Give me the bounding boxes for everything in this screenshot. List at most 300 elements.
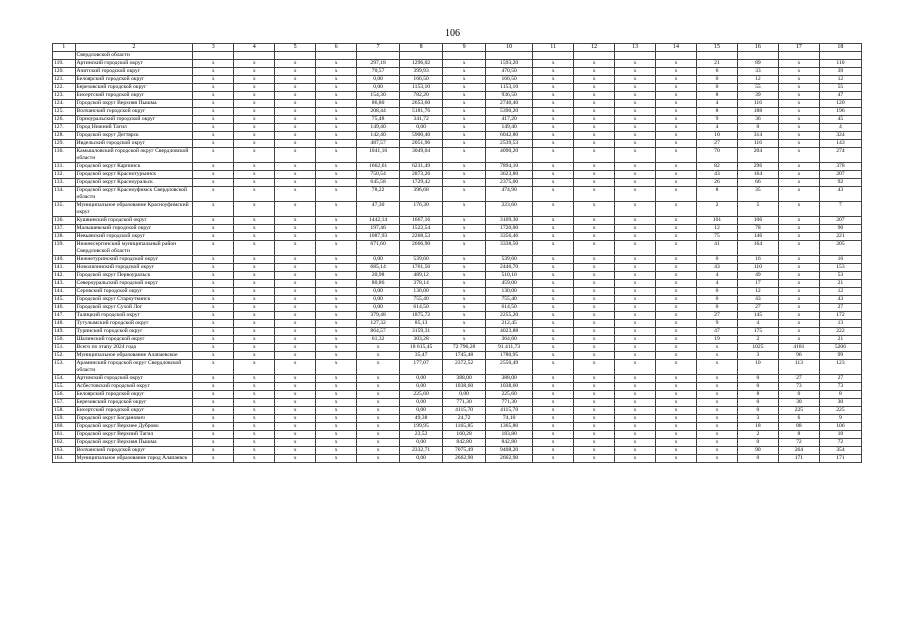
value-cell: x (275, 407, 316, 415)
row-number-cell: 147. (53, 312, 76, 320)
value-cell: x (656, 124, 697, 132)
value-cell: 0,00 (400, 383, 443, 391)
value-cell: x (615, 76, 656, 84)
municipality-name-cell: Городской округ Верхний Тагил (75, 431, 193, 439)
value-cell: x (275, 148, 316, 163)
value-cell: x (656, 84, 697, 92)
value-cell: 204 (737, 148, 778, 163)
row-number-cell: 149. (53, 328, 76, 336)
value-cell: x (234, 148, 275, 163)
value-cell: x (193, 336, 234, 344)
value-cell: 16 (819, 256, 861, 264)
value-cell: 417,20 (486, 116, 533, 124)
value-cell: x (615, 233, 656, 241)
value-cell: x (533, 407, 574, 415)
value-cell: x (316, 264, 357, 272)
value-cell: 91 411,73 (486, 344, 533, 352)
value-cell: x (275, 360, 316, 375)
value-cell: 487,57 (357, 140, 400, 148)
value-cell: x (275, 225, 316, 233)
value-cell: x (656, 68, 697, 76)
value-cell: x (234, 225, 275, 233)
value-cell: x (443, 187, 486, 202)
table-header-row (53, 44, 862, 52)
value-cell (316, 52, 357, 60)
value-cell: x (234, 280, 275, 288)
value-cell: 12 (819, 288, 861, 296)
value-cell: 842,80 (486, 439, 533, 447)
municipality-name-cell: Камышловский городской округ Свердловской области (75, 148, 193, 163)
value-cell: 149,40 (486, 124, 533, 132)
value-cell: x (656, 132, 697, 140)
value-cell: 43 (819, 187, 861, 202)
value-cell: x (656, 399, 697, 407)
table-row (53, 375, 862, 383)
value-cell: 9408,20 (486, 447, 533, 455)
value-cell: x (697, 407, 738, 415)
value-cell: x (574, 202, 615, 217)
row-number-cell: 157. (53, 399, 76, 407)
value-cell: x (533, 60, 574, 68)
value-cell: 72 (778, 439, 819, 447)
value-cell: x (615, 148, 656, 163)
value-cell: 303,28 (400, 336, 443, 344)
header-cell: 2 (75, 44, 193, 52)
row-number-cell: 133. (53, 179, 76, 187)
value-cell: 0 (737, 455, 778, 463)
value-cell: 314 (737, 132, 778, 140)
value-cell: 324 (819, 132, 861, 140)
value-cell: 106 (819, 423, 861, 431)
value-cell: 8 (737, 391, 778, 399)
municipality-name-cell: Муниципальное образование Красноуфимский округ (75, 202, 193, 217)
value-cell (486, 52, 533, 60)
value-cell: x (193, 415, 234, 423)
value-cell: x (234, 84, 275, 92)
table-row (53, 304, 862, 312)
value-cell: 21 (819, 336, 861, 344)
value-cell: 142,40 (357, 132, 400, 140)
value-cell: 12 (737, 76, 778, 84)
value-cell: x (234, 233, 275, 241)
value-cell: 8 (819, 391, 861, 399)
value-cell: x (316, 336, 357, 344)
municipality-name-cell: Городской округ Краснотурьинск (75, 171, 193, 179)
header-cell: 9 (443, 44, 486, 52)
value-cell: 0 (737, 399, 778, 407)
value-cell: 116 (737, 100, 778, 108)
value-cell: x (778, 68, 819, 76)
row-number-cell: 122. (53, 84, 76, 92)
value-cell: x (234, 140, 275, 148)
value-cell: x (193, 375, 234, 383)
value-cell: x (574, 336, 615, 344)
value-cell: x (656, 187, 697, 202)
value-cell: x (443, 264, 486, 272)
value-cell: 2051,96 (400, 140, 443, 148)
value-cell: x (574, 399, 615, 407)
value-cell: 459,00 (486, 280, 533, 288)
value-cell: 2375,00 (486, 179, 533, 187)
value-cell: x (275, 304, 316, 312)
value-cell: 2255,20 (486, 312, 533, 320)
value-cell: x (533, 431, 574, 439)
value-cell: x (615, 360, 656, 375)
value-cell: x (316, 383, 357, 391)
value-cell: x (615, 383, 656, 391)
value-cell: 0 (697, 256, 738, 264)
value-cell (533, 52, 574, 60)
value-cell: x (656, 455, 697, 463)
value-cell: 1522,54 (400, 225, 443, 233)
value-cell: 0 (737, 407, 778, 415)
value-cell: x (275, 375, 316, 383)
row-number-cell: 131. (53, 163, 76, 171)
value-cell: 78 (737, 225, 778, 233)
value-cell: 39 (737, 92, 778, 100)
value-cell (275, 52, 316, 60)
value-cell: x (574, 76, 615, 84)
value-cell: x (234, 100, 275, 108)
value-cell: x (443, 140, 486, 148)
value-cell: 0 (697, 76, 738, 84)
value-cell: x (275, 383, 316, 391)
municipality-name-cell: Бисертский городской округ (75, 92, 193, 100)
value-cell: 164 (737, 171, 778, 179)
value-cell: 2268,53 (400, 233, 443, 241)
value-cell: x (574, 360, 615, 375)
value-cell: 55 (819, 84, 861, 92)
value-cell: x (193, 383, 234, 391)
table-row (53, 187, 862, 202)
value-cell: 3049,04 (400, 148, 443, 163)
value-cell: x (656, 264, 697, 272)
value-cell: 43 (697, 171, 738, 179)
value-cell: x (443, 84, 486, 92)
value-cell: 47 (819, 92, 861, 100)
value-cell: 82 (697, 163, 738, 171)
row-number-cell: 137. (53, 225, 76, 233)
municipality-name-cell: Волчанский городской округ (75, 447, 193, 455)
value-cell: x (533, 108, 574, 116)
row-number-cell: 160. (53, 423, 76, 431)
row-number-cell: 151. (53, 344, 76, 352)
value-cell: x (193, 312, 234, 320)
value-cell: 0 (697, 288, 738, 296)
value-cell: 5206 (819, 344, 861, 352)
value-cell: x (533, 132, 574, 140)
value-cell: x (443, 217, 486, 225)
value-cell: x (697, 375, 738, 383)
value-cell: x (615, 84, 656, 92)
value-cell: 0,00 (400, 455, 443, 463)
value-cell: 12 (737, 288, 778, 296)
value-cell: x (778, 116, 819, 124)
value-cell: 27 (697, 140, 738, 148)
municipality-name-cell: Город Нижний Тагил (75, 124, 193, 132)
value-cell: 43 (697, 264, 738, 272)
value-cell: x (443, 256, 486, 264)
value-cell: 750,54 (357, 171, 400, 179)
value-cell: x (656, 148, 697, 163)
value-cell: x (615, 256, 656, 264)
value-cell: x (234, 312, 275, 320)
value-cell: x (193, 132, 234, 140)
value-cell: x (656, 415, 697, 423)
value-cell: 154,30 (357, 92, 400, 100)
value-cell: 205 (819, 241, 861, 256)
value-cell: 864,57 (357, 328, 400, 336)
header-cell: 17 (778, 44, 819, 52)
value-cell: x (615, 423, 656, 431)
value-cell: 89 (737, 60, 778, 68)
value-cell: x (316, 415, 357, 423)
value-cell: x (533, 312, 574, 320)
value-cell: 4181 (778, 344, 819, 352)
value-cell: x (533, 455, 574, 463)
value-cell: x (533, 336, 574, 344)
value-cell: x (234, 76, 275, 84)
value-cell: x (533, 171, 574, 179)
value-cell: x (615, 447, 656, 455)
value-cell: x (234, 60, 275, 68)
value-cell: x (615, 304, 656, 312)
value-cell: 66 (737, 179, 778, 187)
value-cell: x (697, 360, 738, 375)
header-cell: 14 (656, 44, 697, 52)
value-cell: 4 (737, 320, 778, 328)
value-cell: x (193, 217, 234, 225)
value-cell: 166,50 (486, 76, 533, 84)
value-cell (737, 52, 778, 60)
value-cell: x (234, 124, 275, 132)
table-row (53, 92, 862, 100)
value-cell: x (778, 163, 819, 171)
value-cell: x (656, 179, 697, 187)
value-cell: x (574, 304, 615, 312)
value-cell: x (275, 312, 316, 320)
value-cell: x (316, 84, 357, 92)
value-cell: x (574, 163, 615, 171)
value-cell: 755,40 (400, 296, 443, 304)
row-number-cell: 134. (53, 187, 76, 202)
row-number-cell: 146. (53, 304, 76, 312)
row-number-cell: 143. (53, 280, 76, 288)
value-cell: x (443, 132, 486, 140)
value-cell: 1165,85 (443, 423, 486, 431)
value-cell: x (574, 272, 615, 280)
page-number: 106 (445, 28, 460, 39)
value-cell: 0,00 (400, 399, 443, 407)
value-cell: x (316, 92, 357, 100)
municipality-name-cell: Городской округ Дегтярск (75, 132, 193, 140)
table-row (53, 431, 862, 439)
value-cell: 197,46 (357, 225, 400, 233)
value-cell: x (656, 225, 697, 233)
municipality-name-cell: Березовский городской округ (75, 84, 193, 92)
value-cell: x (316, 328, 357, 336)
row-number-cell: 148. (53, 320, 76, 328)
value-cell: 18 615,45 (400, 344, 443, 352)
header-cell: 18 (819, 44, 861, 52)
value-cell: x (615, 415, 656, 423)
value-cell: x (316, 140, 357, 148)
row-number-cell: 162. (53, 439, 76, 447)
value-cell: 33 (737, 68, 778, 76)
value-cell: x (234, 217, 275, 225)
value-cell: 378 (819, 163, 861, 171)
row-number-cell: 123. (53, 92, 76, 100)
value-cell: x (443, 163, 486, 171)
value-cell: x (615, 439, 656, 447)
value-cell: x (574, 171, 615, 179)
value-cell: x (656, 296, 697, 304)
value-cell: x (533, 179, 574, 187)
value-cell: x (234, 383, 275, 391)
value-cell: x (533, 217, 574, 225)
municipality-name-cell: Асбестовский городской округ (75, 383, 193, 391)
value-cell: 225 (778, 407, 819, 415)
value-cell: x (533, 344, 574, 352)
header-cell: 16 (737, 44, 778, 52)
value-cell: x (615, 272, 656, 280)
row-number-cell: 164. (53, 455, 76, 463)
value-cell: 45 (819, 116, 861, 124)
value-cell: 127,32 (357, 320, 400, 328)
value-cell: x (574, 60, 615, 68)
value-cell: x (234, 256, 275, 264)
value-cell: 9 (697, 116, 738, 124)
value-cell: x (316, 312, 357, 320)
value-cell: x (234, 296, 275, 304)
value-cell: x (656, 163, 697, 171)
value-cell: 0,00 (400, 124, 443, 132)
value-cell: 88 (778, 423, 819, 431)
value-cell: 10 (697, 132, 738, 140)
value-cell: x (275, 202, 316, 217)
row-number-cell: 156. (53, 391, 76, 399)
value-cell: 842,80 (443, 439, 486, 447)
value-cell: x (193, 108, 234, 116)
value-cell: x (533, 375, 574, 383)
value-cell: x (656, 272, 697, 280)
table-row (53, 280, 862, 288)
value-cell: x (316, 68, 357, 76)
value-cell: 4115,70 (443, 407, 486, 415)
value-cell: x (697, 431, 738, 439)
value-cell: x (275, 423, 316, 431)
value-cell: x (574, 328, 615, 336)
value-cell: x (533, 383, 574, 391)
municipality-name-cell: Серовский городской округ (75, 288, 193, 296)
value-cell: x (574, 116, 615, 124)
value-cell: x (615, 336, 656, 344)
table-row (53, 241, 862, 256)
value-cell: x (357, 383, 400, 391)
value-cell: x (778, 312, 819, 320)
value-cell: x (656, 360, 697, 375)
table-row (53, 296, 862, 304)
value-cell: x (443, 336, 486, 344)
value-cell: x (193, 100, 234, 108)
value-cell: x (316, 187, 357, 202)
value-cell: 4090,20 (486, 148, 533, 163)
value-cell: 1720,00 (486, 225, 533, 233)
table-row (53, 272, 862, 280)
value-cell: 36 (737, 116, 778, 124)
value-cell: x (193, 431, 234, 439)
value-cell: 143 (819, 140, 861, 148)
value-cell: x (574, 233, 615, 241)
value-cell: 782,20 (400, 92, 443, 100)
value-cell: 8 (778, 431, 819, 439)
value-cell: x (316, 296, 357, 304)
value-cell: x (275, 455, 316, 463)
value-cell: x (656, 233, 697, 241)
municipality-name-cell: Талицкий городской округ (75, 312, 193, 320)
value-cell: x (234, 304, 275, 312)
table-row (53, 163, 862, 171)
value-cell: x (275, 399, 316, 407)
value-cell: x (656, 328, 697, 336)
table-row (53, 439, 862, 447)
value-cell: 207 (819, 171, 861, 179)
value-cell: 3159,31 (400, 328, 443, 336)
value-cell: x (234, 264, 275, 272)
value-cell: x (357, 391, 400, 399)
value-cell: x (533, 140, 574, 148)
value-cell: 297,18 (357, 60, 400, 68)
value-cell: x (316, 225, 357, 233)
value-cell: 539,60 (400, 256, 443, 264)
value-cell: x (615, 92, 656, 100)
value-cell: x (316, 171, 357, 179)
value-cell: 2 (737, 431, 778, 439)
value-cell: x (574, 431, 615, 439)
table-row (53, 132, 862, 140)
value-cell: 145 (737, 312, 778, 320)
value-cell: 207 (819, 217, 861, 225)
value-cell: x (778, 140, 819, 148)
value-cell: x (357, 352, 400, 360)
value-cell: x (533, 256, 574, 264)
header-cell: 12 (574, 44, 615, 52)
value-cell: x (656, 391, 697, 399)
value-cell: x (316, 352, 357, 360)
value-cell: 3 (737, 415, 778, 423)
row-number-cell: 141. (53, 264, 76, 272)
value-cell: x (778, 108, 819, 116)
value-cell: 2 (737, 336, 778, 344)
value-cell: x (275, 439, 316, 447)
value-cell: x (656, 431, 697, 439)
value-cell: x (533, 163, 574, 171)
table-row (53, 320, 862, 328)
table-row (53, 100, 862, 108)
value-cell: 90 (819, 225, 861, 233)
table-row (53, 217, 862, 225)
value-cell (697, 52, 738, 60)
value-cell: 78,22 (357, 187, 400, 202)
value-cell: x (697, 439, 738, 447)
value-cell: 755,40 (486, 296, 533, 304)
table-row (53, 383, 862, 391)
value-cell: 24,72 (443, 415, 486, 423)
row-number-cell: 121. (53, 76, 76, 84)
value-cell: 0,00 (357, 304, 400, 312)
value-cell: 1729,42 (400, 179, 443, 187)
value-cell: x (574, 296, 615, 304)
